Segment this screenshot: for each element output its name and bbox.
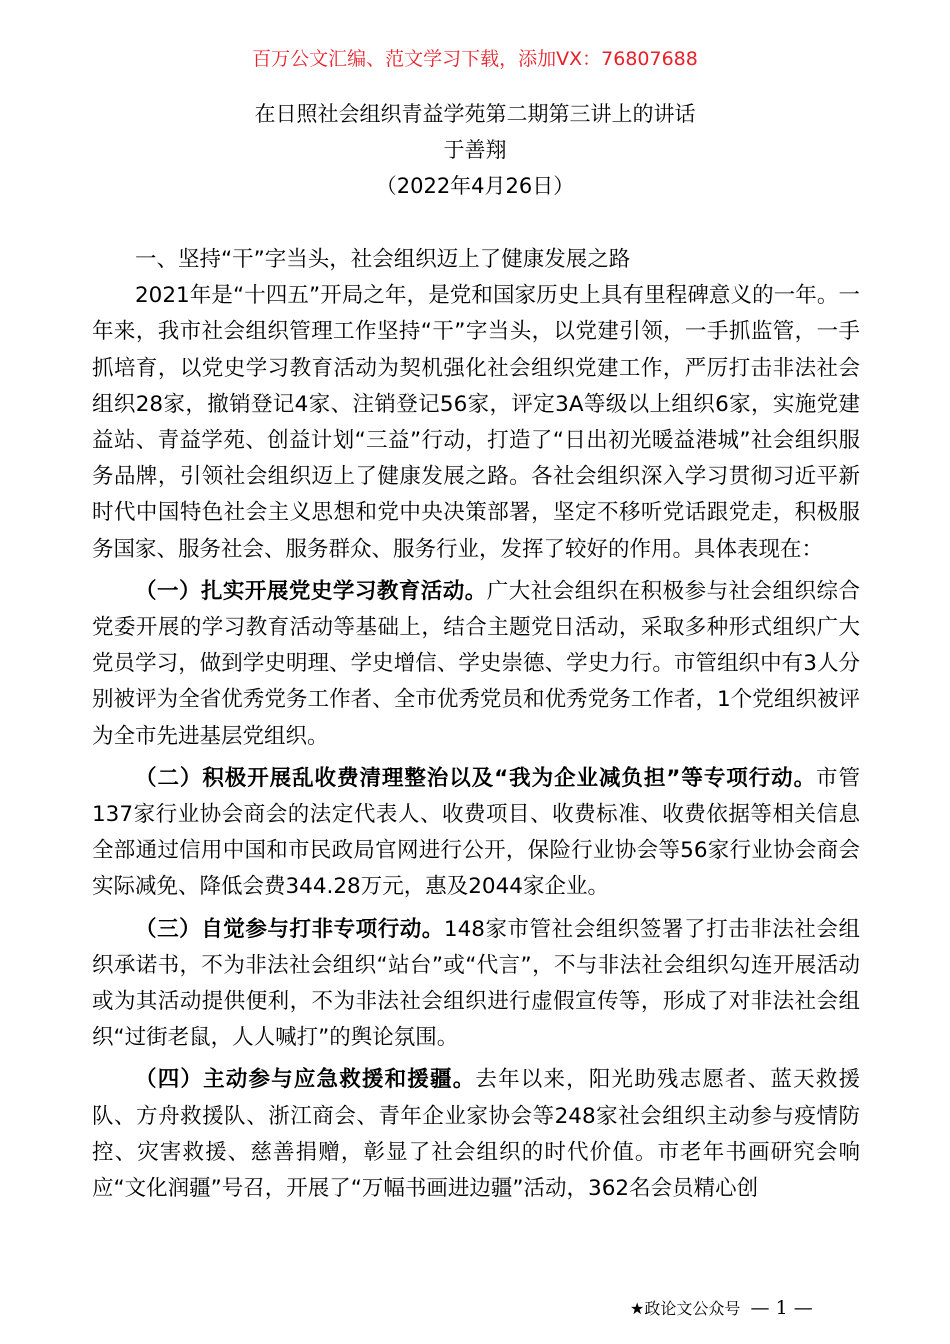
download-banner: 百万公文汇编、范文学习下载，添加VX：76807688 [252, 48, 698, 70]
page-number: — 1 — [750, 1297, 813, 1319]
document-date: （2022年4月26日） [375, 174, 575, 198]
paragraph-lead: （二）积极开展乱收费清理整治以及“我为企业减负担”等专项行动。 [135, 765, 817, 791]
section-intro-paragraph: 2021年是“十四五”开局之年，是党和国家历史上具有里程碑意义的一年。一年来，我市社会组织管理工作坚持“干”字当头，以党建引领，一手抓监管，一手抓培育，以党史学习教育活动为契机强化社会组织党建工作，严厉打击非法社会组织28家，撤销登记4家、注销登记56家，评定3A等级以上组织6家，实施党建益站、青益学苑、创益计划“三益”行动，打造了“日出初光暖益港城”社会组织服务品牌，引领社会组织迈上了健康发展之路。各社会组织深入学习贯彻习近平新时代中国特色社会主义思想和党中央决策部署，坚定不移听党话跟党走，积极服务国家、服务社会、服务群众、服务行业，发挥了较好的作用。具体表现在： [92, 283, 860, 562]
paragraph-lead: （三）自觉参与打非专项行动。 [135, 916, 444, 942]
document-author: 于善翔 [443, 138, 507, 162]
footer-source: ★政论文公众号 [630, 1299, 741, 1318]
paragraph-item-4 [92, 1062, 860, 1207]
paragraph-text: 148家市管社会组织签署了打击非法社会组织承诺书，不为非法社会组织“站台”或“代言”，不与非法社会组织勾连开展活动或为其活动提供便利，不为非法社会组织进行虚假宣传等，形成了对非法社会组织“过街老鼠，人人喊打”的舆论氛围。 [92, 916, 860, 1051]
document-body [92, 242, 860, 1207]
paragraph-text: 市管137家行业协会商会的法定代表人、收费项目、收费标准、收费依据等相关信息全部通过信用中国和市民政局官网进行公开，保险行业协会等56家行业协会商会实际减免、降低会费344.28万元，惠及2044家企业。 [92, 765, 860, 900]
paragraph-item-1 [92, 574, 860, 755]
section-heading: 一、坚持“干”字当头，社会组织迈上了健康发展之路 [135, 247, 631, 272]
paragraph-text: 去年以来，阳光助残志愿者、蓝天救援队、方舟救援队、浙江商会、青年企业家协会等248家社会组织主动参与疫情防控、灾害救援、慈善捐赠，彰显了社会组织的时代价值。市老年书画研究会响应“文化润疆”号召，开展了“万幅书画进边疆”活动，362名会员精心创 [92, 1067, 860, 1202]
paragraph-lead: （一）扎实开展党史学习教育活动。 [135, 578, 487, 604]
page-footer [630, 1294, 813, 1323]
document-title: 在日照社会组织青益学苑第二期第三讲上的讲话 [254, 102, 696, 126]
paragraph-text: 广大社会组织在积极参与社会组织综合党委开展的学习教育活动等基础上，结合主题党日活动，采取多种形式组织广大党员学习，做到学史明理、学史增信、学史崇德、学史力行。市管组织中有3人分别被评为全省优秀党务工作者、全市优秀党员和优秀党务工作者，1个党组织被评为全市先进基层党组织。 [92, 578, 860, 749]
paragraph-item-2 [92, 761, 860, 906]
paragraph-item-3 [92, 912, 860, 1057]
paragraph-lead: （四）主动参与应急救援和援疆。 [135, 1067, 476, 1093]
